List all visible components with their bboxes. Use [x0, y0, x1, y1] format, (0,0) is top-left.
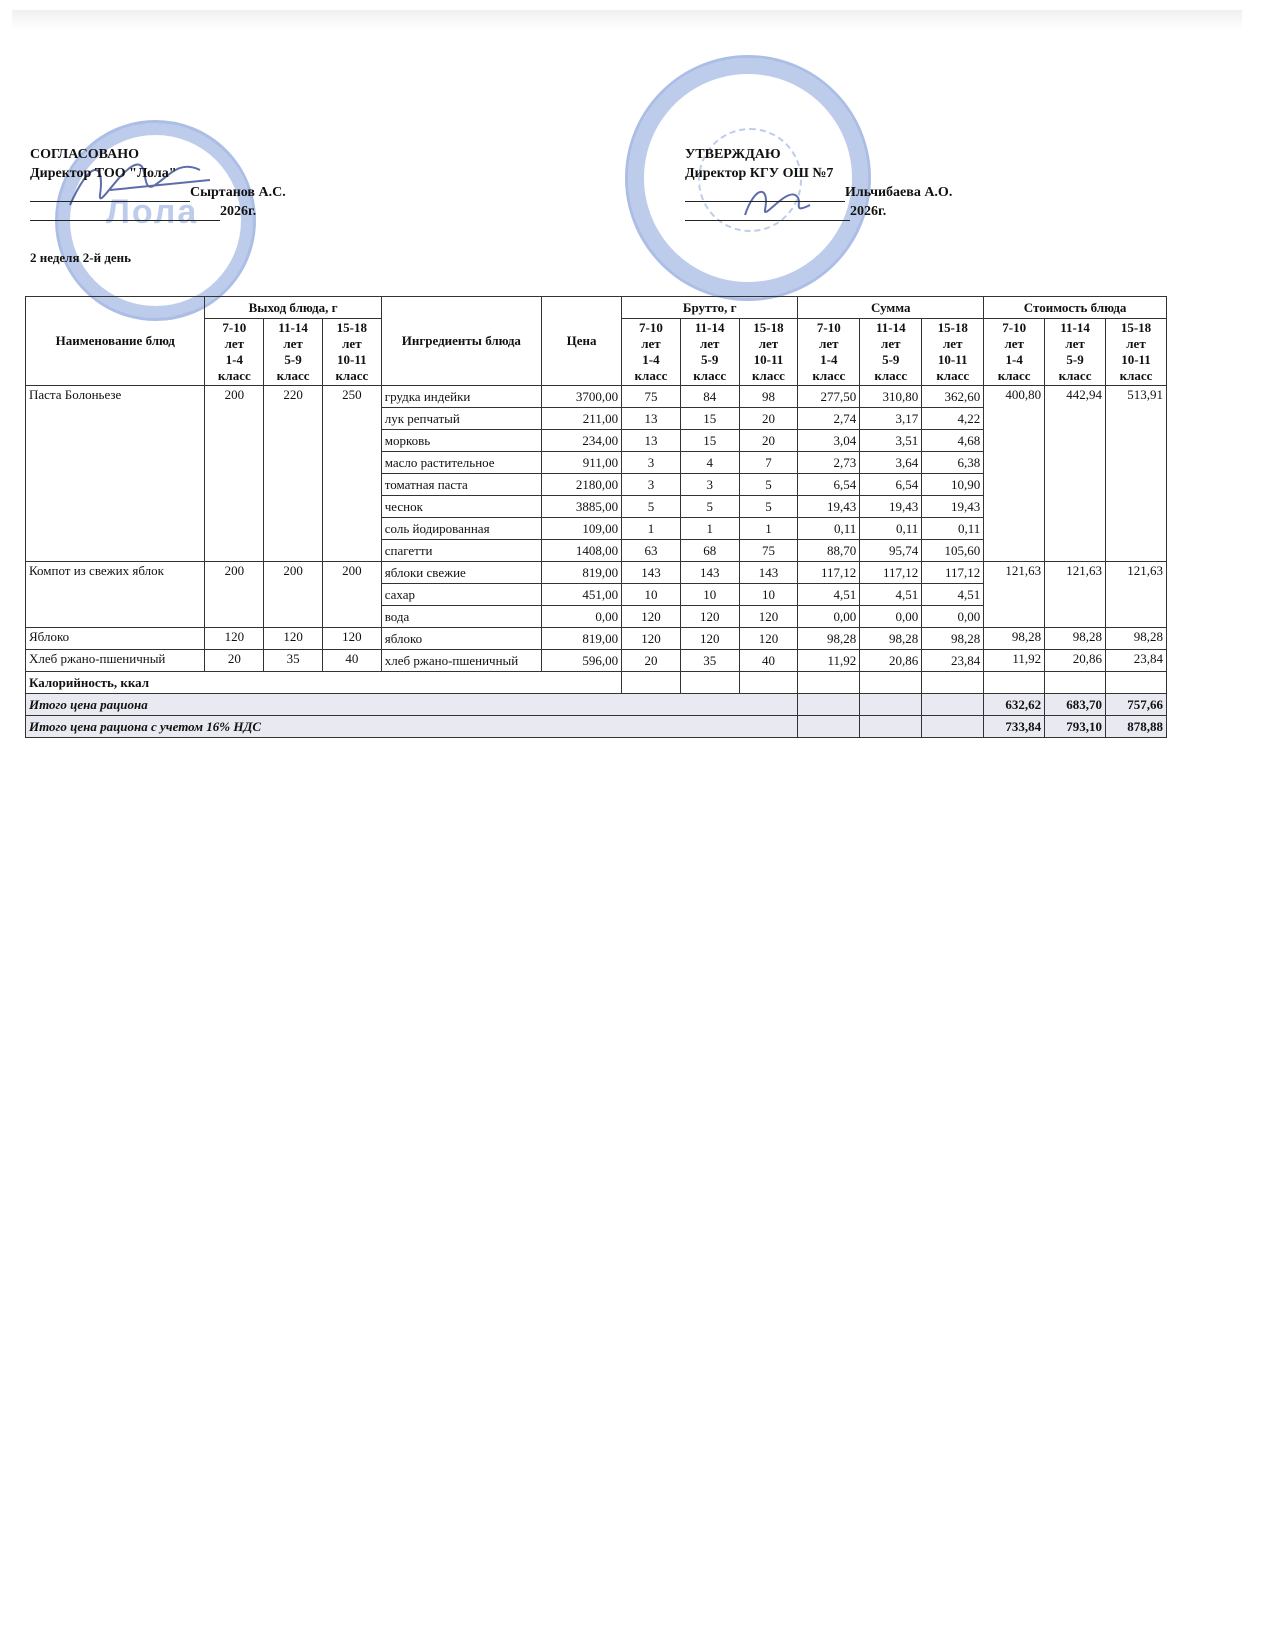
ingredient-price: 3700,00 — [541, 386, 621, 408]
ingredient-name: яблоки свежие — [381, 562, 541, 584]
age-group-unit: лет — [881, 336, 901, 351]
age-group-unit: лет — [1126, 336, 1146, 351]
dish-output: 200 — [322, 562, 381, 628]
stamp-left-word: Лола — [106, 193, 199, 231]
ingredient-sum: 310,80 — [860, 386, 922, 408]
ingredient-sum: 6,54 — [798, 474, 860, 496]
table-body — [26, 386, 1167, 738]
ingredient-brutto: 1 — [739, 518, 798, 540]
empty-cell — [984, 672, 1045, 694]
ingredient-brutto: 63 — [622, 540, 681, 562]
ingredient-brutto: 75 — [622, 386, 681, 408]
age-group-age: 15-18 — [336, 320, 368, 335]
ingredient-brutto: 143 — [622, 562, 681, 584]
dish-cost: 98,28 — [1106, 628, 1167, 650]
dish-output: 120 — [322, 628, 381, 650]
dish-cost: 121,63 — [984, 562, 1045, 628]
ingredient-brutto: 20 — [739, 430, 798, 452]
dish-output: 200 — [205, 386, 264, 562]
age-group-label: класс — [997, 368, 1031, 383]
ingredient-sum: 105,60 — [922, 540, 984, 562]
agreed-year: 2026г. — [220, 204, 257, 219]
table-row — [26, 650, 1167, 672]
header-age-group-brutto-0 — [622, 319, 681, 386]
header-dish-name: Наименование блюд — [26, 297, 205, 386]
dish-name: Яблоко — [26, 628, 205, 650]
total-vat-row-value: 878,88 — [1106, 716, 1167, 738]
age-group-grade: 5-9 — [1066, 352, 1084, 367]
scan-edge — [12, 10, 1242, 30]
empty-cell — [922, 694, 984, 716]
ingredient-sum: 19,43 — [922, 496, 984, 518]
header-age-group-cost-1 — [1045, 319, 1106, 386]
age-group-label: класс — [752, 368, 785, 383]
age-group-age: 7-10 — [222, 320, 247, 335]
age-group-label: класс — [1058, 368, 1092, 383]
ingredient-brutto: 15 — [680, 408, 739, 430]
ingredient-name: вода — [381, 606, 541, 628]
ingredient-price: 211,00 — [541, 408, 621, 430]
ingredient-sum: 117,12 — [922, 562, 984, 584]
age-group-age: 11-14 — [1060, 320, 1090, 335]
header-output: Выход блюда, г — [205, 297, 381, 319]
approved-title: УТВЕРЖДАЮ — [685, 147, 781, 162]
date-line-right — [685, 205, 850, 221]
dish-output: 250 — [322, 386, 381, 562]
age-group-label: класс — [812, 368, 846, 383]
age-group-label: класс — [693, 368, 727, 383]
empty-cell — [739, 672, 798, 694]
total-row-value: 683,70 — [1045, 694, 1106, 716]
header-age-group-brutto-1 — [680, 319, 739, 386]
age-group-unit: лет — [758, 336, 779, 351]
ingredient-sum: 4,51 — [922, 584, 984, 606]
dish-cost: 20,86 — [1045, 650, 1106, 672]
empty-cell — [1106, 672, 1167, 694]
ingredient-brutto: 5 — [739, 474, 798, 496]
age-group-unit: лет — [641, 336, 661, 351]
header-age-group-output-0 — [205, 319, 264, 386]
ingredient-price: 2180,00 — [541, 474, 621, 496]
dish-cost: 98,28 — [984, 628, 1045, 650]
ingredient-price: 819,00 — [541, 628, 621, 650]
ingredient-price: 109,00 — [541, 518, 621, 540]
approval-block-left — [30, 145, 286, 221]
age-group-label: класс — [634, 368, 668, 383]
age-group-age: 7-10 — [816, 320, 841, 335]
ingredient-sum: 98,28 — [922, 628, 984, 650]
ingredient-brutto: 1 — [622, 518, 681, 540]
empty-cell — [798, 694, 860, 716]
ingredient-sum: 19,43 — [860, 496, 922, 518]
age-group-grade: 5-9 — [882, 352, 900, 367]
age-group-unit: лет — [943, 336, 963, 351]
ingredient-sum: 11,92 — [798, 650, 860, 672]
ingredient-name: спагетти — [381, 540, 541, 562]
age-group-grade: 10-11 — [337, 352, 367, 367]
agreed-position: Директор ТОО "Лола" — [30, 166, 177, 181]
ingredient-brutto: 4 — [680, 452, 739, 474]
ingredient-brutto: 3 — [622, 452, 681, 474]
age-group-grade: 1-4 — [642, 352, 660, 367]
ingredient-sum: 19,43 — [798, 496, 860, 518]
ingredient-sum: 23,84 — [922, 650, 984, 672]
empty-cell — [622, 672, 681, 694]
ingredient-name: хлеб ржано-пшеничный — [381, 650, 541, 672]
ingredient-price: 1408,00 — [541, 540, 621, 562]
total-row-value: 757,66 — [1106, 694, 1167, 716]
dish-name: Паста Болоньезе — [26, 386, 205, 562]
ingredient-sum: 4,22 — [922, 408, 984, 430]
age-group-label: класс — [1119, 368, 1153, 383]
dish-name: Хлеб ржано-пшеничный — [26, 650, 205, 672]
ingredient-sum: 98,28 — [860, 628, 922, 650]
ingredient-brutto: 120 — [739, 606, 798, 628]
dish-cost: 121,63 — [1106, 562, 1167, 628]
dish-cost: 23,84 — [1106, 650, 1167, 672]
ingredient-sum: 6,54 — [860, 474, 922, 496]
ingredient-brutto: 84 — [680, 386, 739, 408]
header-brutto: Брутто, г — [622, 297, 798, 319]
ingredient-brutto: 10 — [622, 584, 681, 606]
ingredient-sum: 3,51 — [860, 430, 922, 452]
age-group-label: класс — [276, 368, 310, 383]
ingredient-name: морковь — [381, 430, 541, 452]
ingredient-sum: 4,51 — [860, 584, 922, 606]
ingredient-name: грудка индейки — [381, 386, 541, 408]
ingredient-name: чеснок — [381, 496, 541, 518]
ingredient-brutto: 68 — [680, 540, 739, 562]
ingredient-price: 3885,00 — [541, 496, 621, 518]
age-group-age: 7-10 — [1002, 320, 1027, 335]
approved-name: Ильчибаева А.О. — [845, 185, 953, 200]
empty-cell — [1045, 672, 1106, 694]
approved-position: Директор КГУ ОШ №7 — [685, 166, 834, 181]
ingredient-sum: 98,28 — [798, 628, 860, 650]
age-group-unit: лет — [819, 336, 839, 351]
ingredient-sum: 4,51 — [798, 584, 860, 606]
ingredient-sum: 10,90 — [922, 474, 984, 496]
age-group-age: 11-14 — [278, 320, 308, 335]
total-vat-row-label: Итого цена рациона с учетом 16% НДС — [26, 716, 798, 738]
dish-cost: 11,92 — [984, 650, 1045, 672]
approval-block-right — [685, 145, 952, 221]
empty-cell — [922, 716, 984, 738]
dish-cost: 400,80 — [984, 386, 1045, 562]
age-group-grade: 5-9 — [701, 352, 719, 367]
ingredient-sum: 117,12 — [860, 562, 922, 584]
ingredient-sum: 3,17 — [860, 408, 922, 430]
dish-name: Компот из свежих яблок — [26, 562, 205, 628]
ingredient-brutto: 20 — [622, 650, 681, 672]
ingredient-price: 0,00 — [541, 606, 621, 628]
week-day-label: 2 неделя 2-й день — [30, 250, 132, 265]
ingredient-brutto: 5 — [680, 496, 739, 518]
age-group-age: 15-18 — [937, 320, 968, 335]
empty-cell — [860, 694, 922, 716]
age-group-age: 15-18 — [1120, 320, 1152, 335]
dish-output: 220 — [264, 386, 323, 562]
ingredient-sum: 117,12 — [798, 562, 860, 584]
empty-cell — [680, 672, 739, 694]
header-age-group-output-1 — [264, 319, 323, 386]
ingredient-brutto: 120 — [622, 606, 681, 628]
age-group-unit: лет — [699, 336, 720, 351]
age-group-age: 11-14 — [694, 320, 725, 335]
ingredient-brutto: 120 — [680, 628, 739, 650]
ingredient-brutto: 1 — [680, 518, 739, 540]
ingredient-sum: 0,00 — [798, 606, 860, 628]
ingredient-name: яблоко — [381, 628, 541, 650]
age-group-unit: лет — [283, 336, 303, 351]
ingredient-brutto: 13 — [622, 430, 681, 452]
ingredient-name: лук репчатый — [381, 408, 541, 430]
ingredient-sum: 88,70 — [798, 540, 860, 562]
ingredient-name: соль йодированная — [381, 518, 541, 540]
ingredient-name: сахар — [381, 584, 541, 606]
age-group-label: класс — [335, 368, 369, 383]
dish-cost: 442,94 — [1045, 386, 1106, 562]
age-group-grade: 10-11 — [937, 352, 968, 367]
ingredient-brutto: 3 — [622, 474, 681, 496]
table-header — [26, 297, 1167, 386]
ingredient-brutto: 120 — [680, 606, 739, 628]
header-age-group-cost-2 — [1106, 319, 1167, 386]
header-age-group-sum-0 — [798, 319, 860, 386]
total-vat-row-value: 733,84 — [984, 716, 1045, 738]
date-line-left — [30, 205, 220, 221]
dish-output: 120 — [264, 628, 323, 650]
age-group-unit: лет — [342, 336, 362, 351]
age-group-grade: 1-4 — [1005, 352, 1023, 367]
empty-cell — [860, 672, 922, 694]
header-age-group-sum-1 — [860, 319, 922, 386]
ingredient-price: 234,00 — [541, 430, 621, 452]
ingredient-brutto: 98 — [739, 386, 798, 408]
dish-cost: 98,28 — [1045, 628, 1106, 650]
dish-output: 120 — [205, 628, 264, 650]
age-group-age: 15-18 — [753, 320, 784, 335]
ingredient-brutto: 5 — [739, 496, 798, 518]
total-row — [26, 694, 1167, 716]
agreed-name: Сыртанов А.С. — [190, 185, 286, 200]
empty-cell — [798, 672, 860, 694]
header-row-1 — [26, 297, 1167, 319]
empty-cell — [922, 672, 984, 694]
dish-output: 20 — [205, 650, 264, 672]
empty-cell — [860, 716, 922, 738]
ingredient-brutto: 40 — [739, 650, 798, 672]
agreed-title: СОГЛАСОВАНО — [30, 147, 139, 162]
age-group-age: 11-14 — [875, 320, 906, 335]
header-age-group-brutto-2 — [739, 319, 798, 386]
total-vat-row-value: 793,10 — [1045, 716, 1106, 738]
ingredient-sum: 3,64 — [860, 452, 922, 474]
ingredient-sum: 0,00 — [922, 606, 984, 628]
calories-label: Калорийность, ккал — [26, 672, 622, 694]
ingredient-price: 596,00 — [541, 650, 621, 672]
dish-cost: 121,63 — [1045, 562, 1106, 628]
header-sum: Сумма — [798, 297, 984, 319]
ingredient-sum: 6,38 — [922, 452, 984, 474]
ingredient-brutto: 120 — [739, 628, 798, 650]
ingredient-name: масло растительное — [381, 452, 541, 474]
ingredient-sum: 2,73 — [798, 452, 860, 474]
age-group-grade: 5-9 — [284, 352, 302, 367]
table-row — [26, 628, 1167, 650]
ingredient-price: 911,00 — [541, 452, 621, 474]
ingredient-name: томатная паста — [381, 474, 541, 496]
ingredient-price: 451,00 — [541, 584, 621, 606]
ingredient-sum: 2,74 — [798, 408, 860, 430]
ingredient-brutto: 120 — [622, 628, 681, 650]
approved-year: 2026г. — [850, 204, 887, 219]
dish-output: 200 — [205, 562, 264, 628]
header-age-group-sum-2 — [922, 319, 984, 386]
header-ingredients: Ингредиенты блюда — [381, 297, 541, 386]
header-price: Цена — [541, 297, 621, 386]
signature-line-left — [30, 186, 190, 202]
age-group-label: класс — [936, 368, 970, 383]
ingredient-brutto: 143 — [680, 562, 739, 584]
age-group-label: класс — [874, 368, 908, 383]
age-group-grade: 10-11 — [1121, 352, 1151, 367]
menu-table — [25, 296, 1167, 738]
dish-output: 35 — [264, 650, 323, 672]
dish-output: 200 — [264, 562, 323, 628]
age-group-unit: лет — [224, 336, 245, 351]
ingredient-sum: 0,11 — [860, 518, 922, 540]
age-group-unit: лет — [1004, 336, 1024, 351]
ingredient-price: 819,00 — [541, 562, 621, 584]
total-vat-row — [26, 716, 1167, 738]
calories-row — [26, 672, 1167, 694]
ingredient-brutto: 20 — [739, 408, 798, 430]
dish-output: 40 — [322, 650, 381, 672]
age-group-grade: 10-11 — [753, 352, 784, 367]
age-group-label: класс — [217, 368, 251, 383]
ingredient-brutto: 143 — [739, 562, 798, 584]
ingredient-brutto: 13 — [622, 408, 681, 430]
header-cost: Стоимость блюда — [984, 297, 1167, 319]
table-row — [26, 562, 1167, 584]
header-age-group-cost-0 — [984, 319, 1045, 386]
age-group-grade: 1-4 — [820, 352, 838, 367]
total-row-value: 632,62 — [984, 694, 1045, 716]
ingredient-sum: 0,11 — [798, 518, 860, 540]
ingredient-sum: 4,68 — [922, 430, 984, 452]
total-row-label: Итого цена рациона — [26, 694, 798, 716]
dish-cost: 513,91 — [1106, 386, 1167, 562]
ingredient-brutto: 3 — [680, 474, 739, 496]
ingredient-sum: 0,11 — [922, 518, 984, 540]
header-age-group-output-2 — [322, 319, 381, 386]
ingredient-sum: 3,04 — [798, 430, 860, 452]
empty-cell — [798, 716, 860, 738]
ingredient-brutto: 5 — [622, 496, 681, 518]
signature-line-right — [685, 186, 845, 202]
ingredient-brutto: 75 — [739, 540, 798, 562]
ingredient-brutto: 7 — [739, 452, 798, 474]
ingredient-sum: 20,86 — [860, 650, 922, 672]
age-group-age: 7-10 — [639, 320, 663, 335]
age-group-grade: 1-4 — [225, 352, 244, 367]
ingredient-sum: 95,74 — [860, 540, 922, 562]
ingredient-brutto: 15 — [680, 430, 739, 452]
ingredient-brutto: 35 — [680, 650, 739, 672]
age-group-unit: лет — [1065, 336, 1085, 351]
ingredient-brutto: 10 — [680, 584, 739, 606]
ingredient-sum: 0,00 — [860, 606, 922, 628]
ingredient-sum: 362,60 — [922, 386, 984, 408]
table-row — [26, 386, 1167, 408]
ingredient-sum: 277,50 — [798, 386, 860, 408]
ingredient-brutto: 10 — [739, 584, 798, 606]
